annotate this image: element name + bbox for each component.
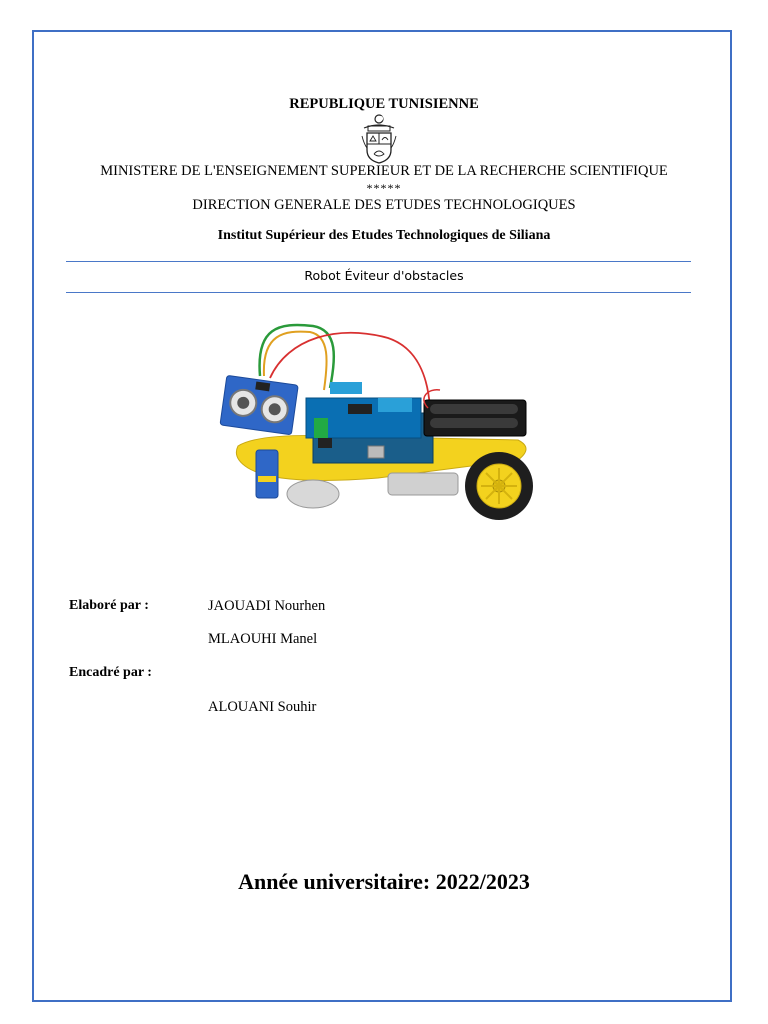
- author-name: JAOUADI Nourhen: [208, 598, 326, 614]
- author-name: MLAOUHI Manel: [208, 631, 318, 647]
- coat-of-arms-icon: [360, 114, 398, 164]
- supervisor-name: ALOUANI Souhir: [208, 699, 317, 715]
- ministry-title: MINISTERE DE L'ENSEIGNEMENT SUPERIEUR ET DE LA RECHERCHE SCIENTIFIQUE: [100, 163, 668, 179]
- elaborated-by-label: Elaboré par :: [69, 598, 149, 613]
- title-top-rule: [66, 261, 691, 262]
- direction-title: DIRECTION GENERALE DES ETUDES TECHNOLOGIQUES: [192, 197, 576, 213]
- project-title: Robot Éviteur d'obstacles: [304, 268, 464, 283]
- robot-car-image: [218, 318, 538, 528]
- supervised-by-label: Encadré par :: [69, 665, 152, 680]
- academic-year: Année universitaire: 2022/2023: [238, 869, 530, 894]
- title-bottom-rule: [66, 292, 691, 293]
- separator-stars: *****: [366, 181, 402, 195]
- institute-name: Institut Supérieur des Etudes Technologiques de Siliana: [217, 228, 551, 243]
- republic-title: REPUBLIQUE TUNISIENNE: [289, 96, 479, 112]
